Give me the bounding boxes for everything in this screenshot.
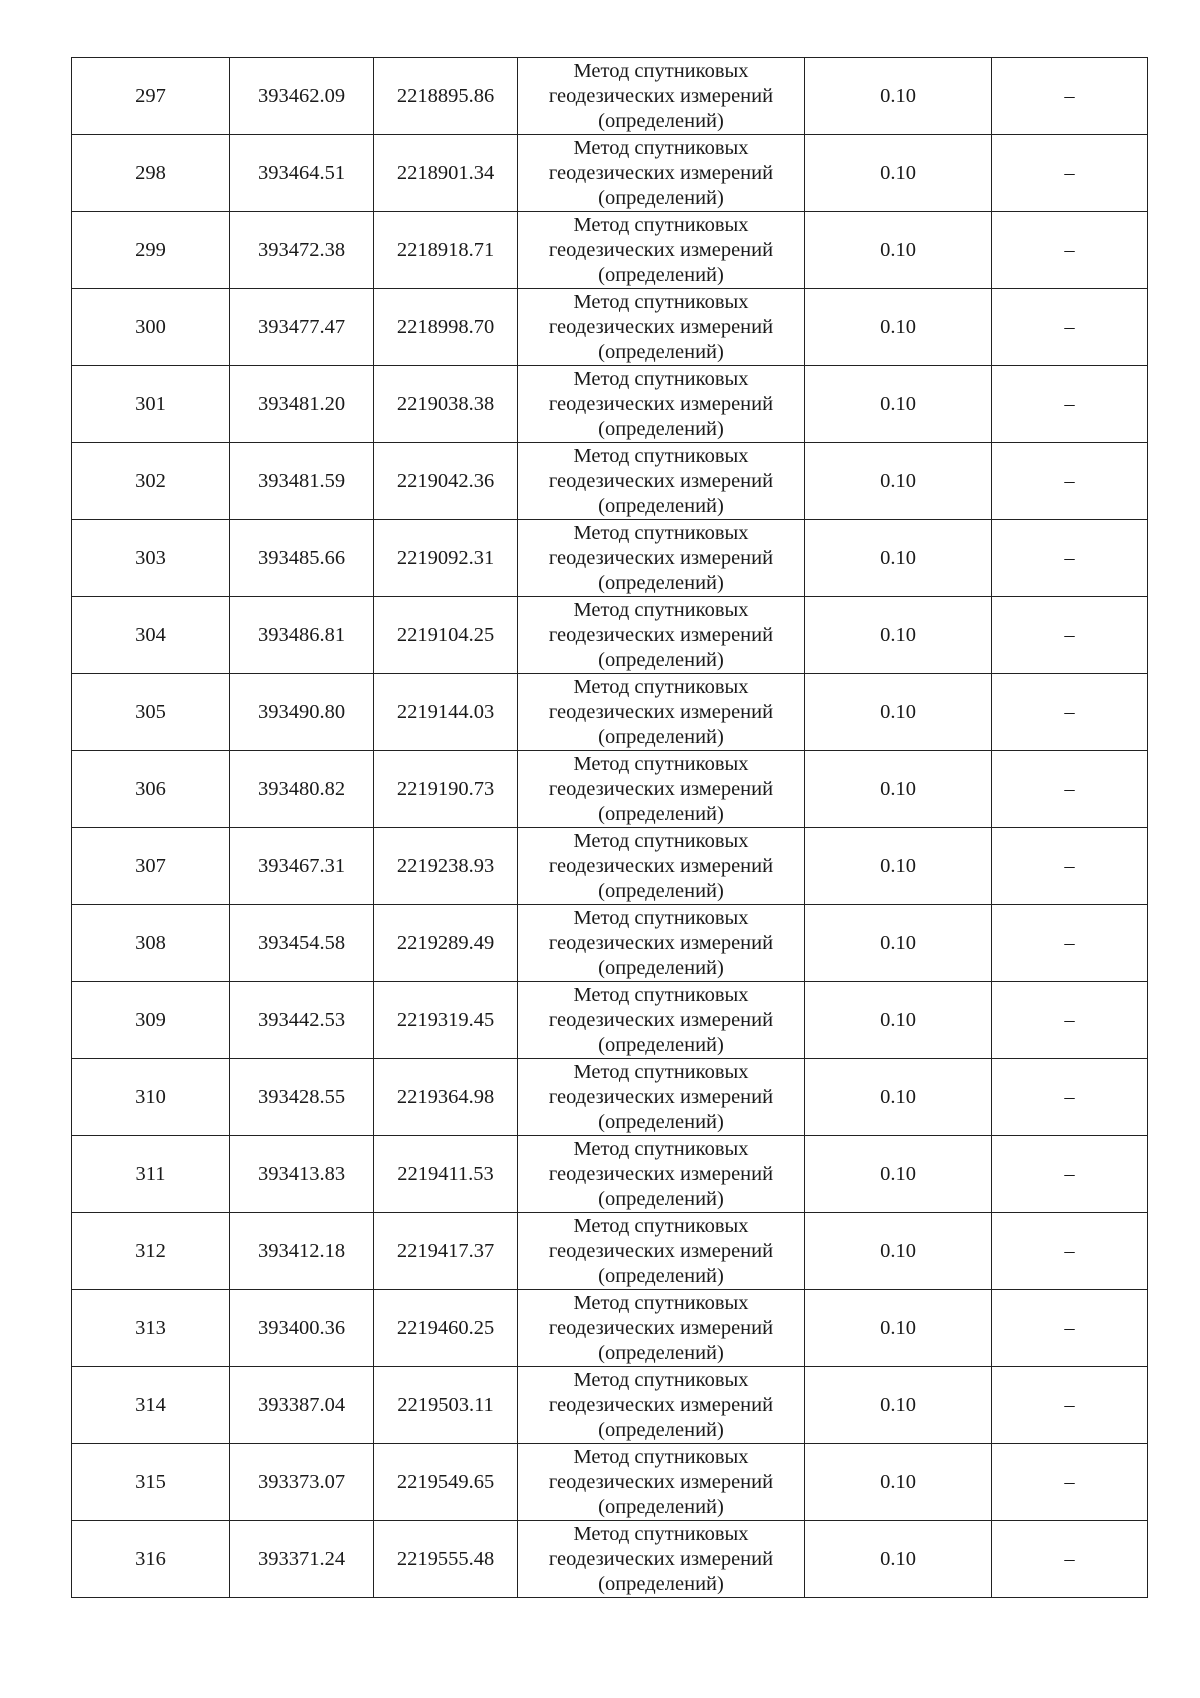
method-text-line: (определений) [598,1341,724,1364]
x-coordinate-cell: 393400.36 [230,1290,374,1367]
method-text-line: (определений) [598,956,724,979]
accuracy-cell: 0.10 [805,520,992,597]
accuracy-cell: 0.10 [805,58,992,135]
method-text-line: Метод спутниковых [573,1214,749,1237]
method-text-line: геодезических измерений [548,161,774,184]
table-row [72,1521,1148,1598]
method-text-line: геодезических измерений [548,238,774,261]
note-cell: – [992,674,1148,751]
method-cell [518,905,805,982]
note-cell: – [992,212,1148,289]
method-text-line: Метод спутниковых [573,1060,749,1083]
method-text-line: Метод спутниковых [573,1368,749,1391]
table-row [72,597,1148,674]
note-cell: – [992,751,1148,828]
table-row [72,135,1148,212]
table-row [72,982,1148,1059]
table-row [72,520,1148,597]
table-row [72,1367,1148,1444]
x-coordinate-cell: 393490.80 [230,674,374,751]
method-text-line: геодезических измерений [548,469,774,492]
y-coordinate-cell: 2219238.93 [374,828,518,905]
note-cell: – [992,58,1148,135]
method-text-line: (определений) [598,879,724,902]
table-row [72,674,1148,751]
method-cell [518,828,805,905]
method-text-line: Метод спутниковых [573,213,749,236]
method-text-line: (определений) [598,1418,724,1441]
point-number-cell: 310 [72,1059,230,1136]
y-coordinate-cell: 2219104.25 [374,597,518,674]
table-row [72,1213,1148,1290]
method-text-line: геодезических измерений [548,84,774,107]
x-coordinate-cell: 393373.07 [230,1444,374,1521]
method-text-line: геодезических измерений [548,931,774,954]
point-number-cell: 312 [72,1213,230,1290]
method-cell [518,1444,805,1521]
method-cell [518,289,805,366]
method-cell [518,212,805,289]
point-number-cell: 298 [72,135,230,212]
point-number-cell: 305 [72,674,230,751]
accuracy-cell: 0.10 [805,905,992,982]
table-row [72,1290,1148,1367]
point-number-cell: 301 [72,366,230,443]
x-coordinate-cell: 393371.24 [230,1521,374,1598]
table-row [72,443,1148,520]
method-text-line: Метод спутниковых [573,1445,749,1468]
y-coordinate-cell: 2219460.25 [374,1290,518,1367]
method-text-line: (определений) [598,1264,724,1287]
x-coordinate-cell: 393387.04 [230,1367,374,1444]
table-row [72,828,1148,905]
method-text-line: геодезических измерений [548,777,774,800]
x-coordinate-cell: 393486.81 [230,597,374,674]
method-cell [518,597,805,674]
point-number-cell: 309 [72,982,230,1059]
x-coordinate-cell: 393485.66 [230,520,374,597]
accuracy-cell: 0.10 [805,828,992,905]
method-text-line: геодезических измерений [548,1470,774,1493]
point-number-cell: 313 [72,1290,230,1367]
y-coordinate-cell: 2219144.03 [374,674,518,751]
method-text-line: геодезических измерений [548,700,774,723]
note-cell: – [992,289,1148,366]
y-coordinate-cell: 2219042.36 [374,443,518,520]
y-coordinate-cell: 2219289.49 [374,905,518,982]
y-coordinate-cell: 2219319.45 [374,982,518,1059]
y-coordinate-cell: 2219417.37 [374,1213,518,1290]
x-coordinate-cell: 393428.55 [230,1059,374,1136]
method-text-line: геодезических измерений [548,1085,774,1108]
method-cell [518,1213,805,1290]
method-text-line: геодезических измерений [548,1008,774,1031]
method-cell [518,982,805,1059]
accuracy-cell: 0.10 [805,674,992,751]
accuracy-cell: 0.10 [805,289,992,366]
method-cell [518,1136,805,1213]
note-cell: – [992,135,1148,212]
y-coordinate-cell: 2218895.86 [374,58,518,135]
y-coordinate-cell: 2219092.31 [374,520,518,597]
accuracy-cell: 0.10 [805,1444,992,1521]
method-text-line: геодезических измерений [548,854,774,877]
accuracy-cell: 0.10 [805,1213,992,1290]
accuracy-cell: 0.10 [805,1290,992,1367]
method-text-line: Метод спутниковых [573,675,749,698]
coordinates-table [71,57,1148,1598]
method-text-line: (определений) [598,648,724,671]
method-text-line: (определений) [598,1187,724,1210]
method-text-line: (определений) [598,340,724,363]
note-cell: – [992,1444,1148,1521]
table-row [72,905,1148,982]
method-text-line: Метод спутниковых [573,521,749,544]
x-coordinate-cell: 393413.83 [230,1136,374,1213]
method-text-line: геодезических измерений [548,315,774,338]
table-row [72,751,1148,828]
method-text-line: (определений) [598,186,724,209]
table-row [72,1136,1148,1213]
y-coordinate-cell: 2219364.98 [374,1059,518,1136]
table-row [72,289,1148,366]
table-row [72,1444,1148,1521]
accuracy-cell: 0.10 [805,212,992,289]
method-text-line: Метод спутниковых [573,444,749,467]
point-number-cell: 297 [72,58,230,135]
method-text-line: Метод спутниковых [573,290,749,313]
method-cell [518,366,805,443]
table-row [72,212,1148,289]
x-coordinate-cell: 393477.47 [230,289,374,366]
method-text-line: (определений) [598,109,724,132]
method-text-line: (определений) [598,417,724,440]
method-text-line: Метод спутниковых [573,829,749,852]
method-text-line: (определений) [598,494,724,517]
method-cell [518,443,805,520]
method-cell [518,1290,805,1367]
method-text-line: геодезических измерений [548,546,774,569]
note-cell: – [992,828,1148,905]
note-cell: – [992,1213,1148,1290]
method-text-line: Метод спутниковых [573,983,749,1006]
method-text-line: Метод спутниковых [573,1137,749,1160]
point-number-cell: 304 [72,597,230,674]
accuracy-cell: 0.10 [805,982,992,1059]
method-cell [518,1521,805,1598]
point-number-cell: 300 [72,289,230,366]
method-text-line: геодезических измерений [548,1393,774,1416]
method-text-line: Метод спутниковых [573,1291,749,1314]
table-row [72,58,1148,135]
y-coordinate-cell: 2219549.65 [374,1444,518,1521]
accuracy-cell: 0.10 [805,751,992,828]
point-number-cell: 302 [72,443,230,520]
method-text-line: Метод спутниковых [573,59,749,82]
method-text-line: (определений) [598,571,724,594]
method-cell [518,674,805,751]
coordinates-table-body [72,58,1148,1598]
method-text-line: Метод спутниковых [573,367,749,390]
x-coordinate-cell: 393464.51 [230,135,374,212]
method-text-line: (определений) [598,725,724,748]
point-number-cell: 311 [72,1136,230,1213]
x-coordinate-cell: 393412.18 [230,1213,374,1290]
method-cell [518,1059,805,1136]
method-text-line: (определений) [598,1033,724,1056]
method-text-line: (определений) [598,263,724,286]
y-coordinate-cell: 2219411.53 [374,1136,518,1213]
method-text-line: геодезических измерений [548,1316,774,1339]
method-text-line: Метод спутниковых [573,598,749,621]
note-cell: – [992,597,1148,674]
table-row [72,366,1148,443]
method-cell [518,135,805,212]
method-cell [518,58,805,135]
note-cell: – [992,1059,1148,1136]
method-text-line: (определений) [598,1572,724,1595]
note-cell: – [992,1290,1148,1367]
method-text-line: Метод спутниковых [573,136,749,159]
method-text-line: Метод спутниковых [573,1522,749,1545]
table-row [72,1059,1148,1136]
accuracy-cell: 0.10 [805,597,992,674]
x-coordinate-cell: 393442.53 [230,982,374,1059]
y-coordinate-cell: 2218918.71 [374,212,518,289]
x-coordinate-cell: 393472.38 [230,212,374,289]
method-text-line: геодезических измерений [548,1162,774,1185]
method-text-line: геодезических измерений [548,623,774,646]
accuracy-cell: 0.10 [805,366,992,443]
x-coordinate-cell: 393480.82 [230,751,374,828]
x-coordinate-cell: 393481.20 [230,366,374,443]
note-cell: – [992,1367,1148,1444]
accuracy-cell: 0.10 [805,1521,992,1598]
point-number-cell: 315 [72,1444,230,1521]
accuracy-cell: 0.10 [805,1059,992,1136]
accuracy-cell: 0.10 [805,1136,992,1213]
x-coordinate-cell: 393467.31 [230,828,374,905]
accuracy-cell: 0.10 [805,135,992,212]
method-text-line: геодезических измерений [548,392,774,415]
point-number-cell: 306 [72,751,230,828]
note-cell: – [992,520,1148,597]
y-coordinate-cell: 2219190.73 [374,751,518,828]
note-cell: – [992,982,1148,1059]
note-cell: – [992,366,1148,443]
x-coordinate-cell: 393454.58 [230,905,374,982]
x-coordinate-cell: 393481.59 [230,443,374,520]
method-cell [518,751,805,828]
method-text-line: Метод спутниковых [573,906,749,929]
accuracy-cell: 0.10 [805,443,992,520]
note-cell: – [992,905,1148,982]
note-cell: – [992,443,1148,520]
point-number-cell: 303 [72,520,230,597]
y-coordinate-cell: 2219555.48 [374,1521,518,1598]
y-coordinate-cell: 2219038.38 [374,366,518,443]
method-text-line: геодезических измерений [548,1547,774,1570]
point-number-cell: 308 [72,905,230,982]
accuracy-cell: 0.10 [805,1367,992,1444]
method-cell [518,520,805,597]
method-text-line: (определений) [598,1495,724,1518]
point-number-cell: 299 [72,212,230,289]
x-coordinate-cell: 393462.09 [230,58,374,135]
note-cell: – [992,1136,1148,1213]
method-cell [518,1367,805,1444]
method-text-line: Метод спутниковых [573,752,749,775]
method-text-line: геодезических измерений [548,1239,774,1262]
y-coordinate-cell: 2218901.34 [374,135,518,212]
point-number-cell: 316 [72,1521,230,1598]
point-number-cell: 307 [72,828,230,905]
method-text-line: (определений) [598,1110,724,1133]
y-coordinate-cell: 2219503.11 [374,1367,518,1444]
point-number-cell: 314 [72,1367,230,1444]
y-coordinate-cell: 2218998.70 [374,289,518,366]
method-text-line: (определений) [598,802,724,825]
note-cell: – [992,1521,1148,1598]
